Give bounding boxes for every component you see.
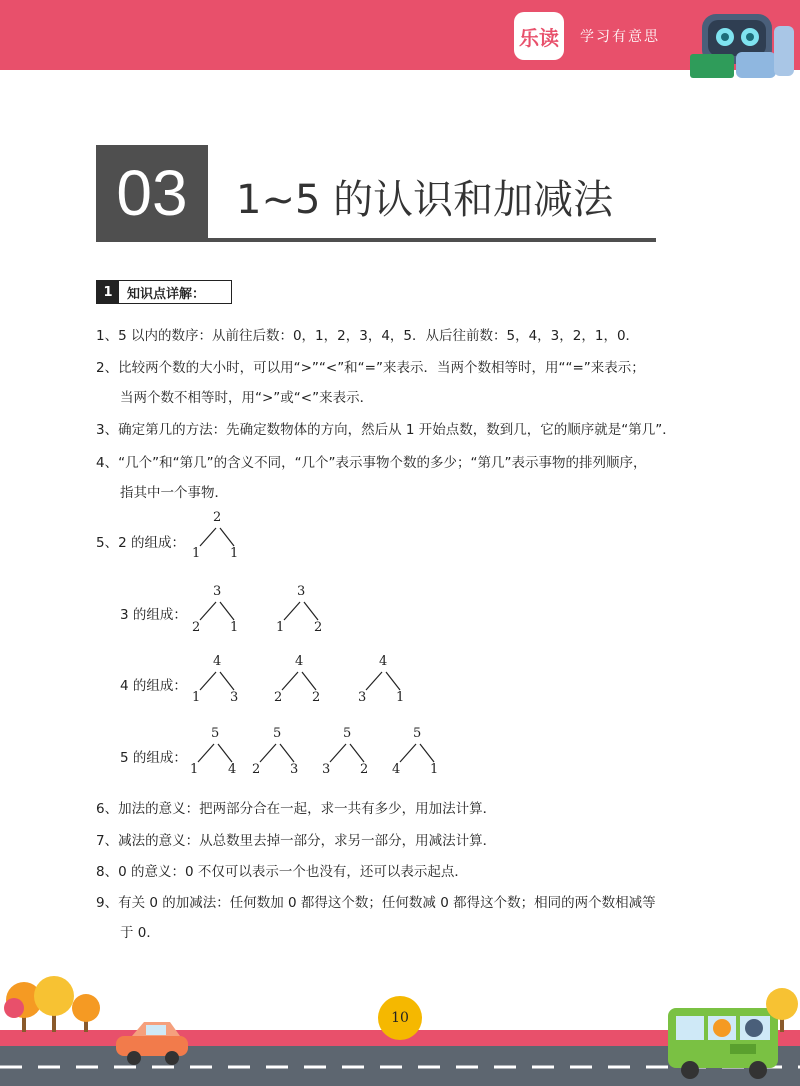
point-1: 1、5 以内的数序：从前往后数：0，1，2，3，4，5．从后往前数：5，4，3，2，1，0． — [96, 328, 640, 344]
tree-top: 3 — [213, 584, 222, 599]
point-6: 6、加法的意义：把两部分合在一起，求一共有多少，用加法计算． — [96, 801, 497, 817]
point-2-line-2: 当两个数不相等时，用“>”或“<”来表示． — [120, 390, 374, 406]
tree-top: 4 — [379, 654, 388, 669]
point-3: 3、确定第几的方法：先确定数物体的方向，然后从 1 开始点数，数到几，它的顺序就是“第几”． — [96, 422, 676, 438]
chapter-number: 03 — [96, 145, 208, 241]
composition-5-label: 5 的组成： — [120, 750, 187, 766]
composition-tree — [276, 584, 326, 636]
tree-right: 3 — [230, 690, 239, 705]
tree-left: 1 — [192, 546, 201, 561]
tree-top: 4 — [295, 654, 304, 669]
tree-right: 3 — [290, 762, 299, 777]
section-number: 1 — [97, 281, 119, 303]
tree-top: 3 — [297, 584, 306, 599]
brand-slogan: 学习有意思 — [580, 29, 660, 45]
composition-tree — [358, 654, 408, 706]
tree-left: 3 — [322, 762, 331, 777]
tree-left: 1 — [192, 690, 201, 705]
tree-right: 2 — [312, 690, 321, 705]
point-9-line-2: 于 0． — [120, 925, 160, 941]
tree-top: 5 — [211, 726, 220, 741]
composition-tree — [190, 726, 240, 778]
point-7: 7、减法的意义：从总数里去掉一部分，求另一部分，用减法计算． — [96, 833, 497, 849]
point-2-line-1: 2、比较两个数的大小时，可以用“>”“<”和“=”来表示．当两个数相等时，用““=”来表示； — [96, 360, 645, 376]
composition-tree — [192, 654, 242, 706]
section-header — [96, 280, 232, 304]
chapter-title: 1~5 的认识和加减法 — [236, 177, 614, 223]
tree-icon — [4, 976, 100, 1032]
tree-right: 1 — [230, 546, 239, 561]
tree-right: 2 — [314, 620, 323, 635]
brand-logo: 乐读 — [514, 12, 564, 60]
composition-tree — [192, 510, 242, 562]
composition-tree — [192, 584, 242, 636]
tree-right: 4 — [228, 762, 237, 777]
robot-mascot-icon — [688, 6, 798, 80]
title-underline — [96, 238, 656, 242]
tree-top: 2 — [213, 510, 222, 525]
tree-left: 1 — [190, 762, 199, 777]
composition-3-label: 3 的组成： — [120, 607, 187, 623]
tree-left: 1 — [276, 620, 285, 635]
header-bar — [0, 0, 800, 70]
tree-right: 2 — [360, 762, 369, 777]
composition-2-label: 5、2 的组成： — [96, 535, 185, 551]
tree-left: 2 — [252, 762, 261, 777]
tree-left: 2 — [274, 690, 283, 705]
tree-right: 1 — [396, 690, 405, 705]
tree-right: 1 — [230, 620, 239, 635]
tree-top: 5 — [273, 726, 282, 741]
point-4-line-1: 4、“几个”和“第几”的含义不同，“几个”表示事物个数的多少；“第几”表示事物的排列顺序， — [96, 455, 647, 471]
composition-tree — [392, 726, 442, 778]
composition-4-label: 4 的组成： — [120, 678, 187, 694]
point-4-line-2: 指其中一个事物． — [120, 485, 228, 501]
composition-tree — [274, 654, 324, 706]
tree-left: 3 — [358, 690, 367, 705]
point-9-line-1: 9、有关 0 的加减法：任何数加 0 都得这个数；任何数减 0 都得这个数；相同的两个数相减等 — [96, 895, 656, 911]
point-8: 8、0 的意义：0 不仅可以表示一个也没有，还可以表示起点． — [96, 864, 468, 880]
composition-tree — [252, 726, 302, 778]
tree-top: 4 — [213, 654, 222, 669]
tree-top: 5 — [413, 726, 422, 741]
tree-left: 2 — [192, 620, 201, 635]
tree-top: 5 — [343, 726, 352, 741]
tree-right: 1 — [430, 762, 439, 777]
page-number: 10 — [378, 996, 422, 1040]
tree-left: 4 — [392, 762, 401, 777]
composition-tree — [322, 726, 372, 778]
section-label: 知识点详解： — [119, 281, 231, 303]
